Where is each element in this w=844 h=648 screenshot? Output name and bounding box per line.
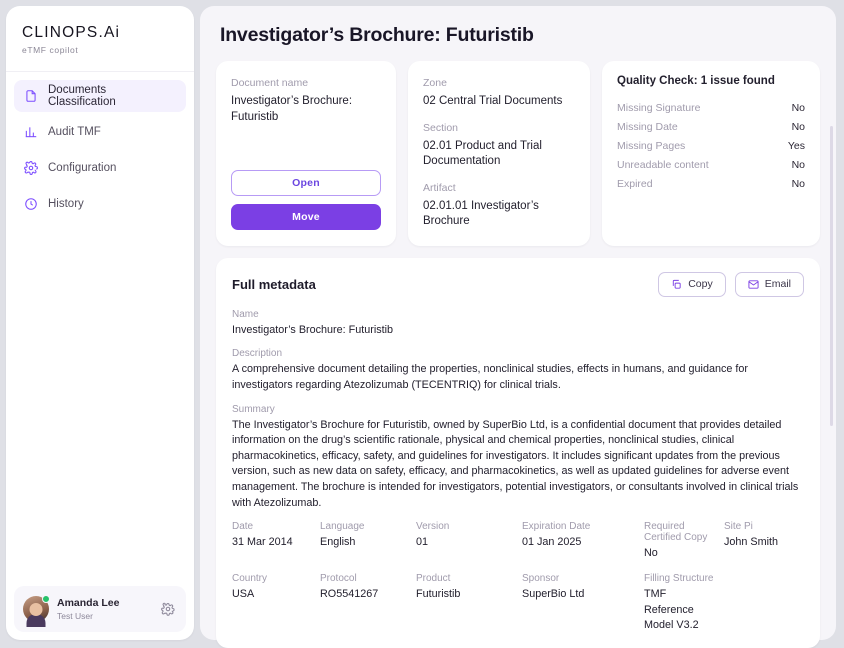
user-name: Amanda Lee	[57, 597, 120, 609]
metadata-field-label: Expiration Date	[522, 521, 591, 533]
metadata-description-block	[232, 348, 804, 393]
copy-label: Copy	[688, 278, 713, 291]
metadata-field	[416, 573, 522, 634]
metadata-field-value: John Smith	[724, 536, 779, 549]
metadata-description-label: Description	[232, 348, 283, 360]
metadata-field	[522, 521, 644, 562]
open-button[interactable]: Open	[231, 170, 381, 196]
quality-check-value: No	[791, 101, 805, 114]
summary-cards-row	[216, 61, 820, 246]
sidebar-item-label: History	[48, 198, 84, 210]
page-title: Investigator’s Brochure: Futuristib	[220, 24, 534, 46]
metadata-field-label: Version	[416, 521, 450, 533]
user-role: Test User	[57, 611, 93, 621]
metadata-field	[522, 573, 644, 634]
metadata-field-label: Site Pi	[724, 521, 753, 533]
quality-check-key: Expired	[617, 177, 653, 190]
metadata-name-block	[232, 309, 804, 339]
metadata-field	[724, 521, 804, 562]
move-button[interactable]: Move	[231, 204, 381, 230]
metadata-field-value: 01	[416, 536, 429, 549]
section-value: 02.01 Product and Trial Documentation	[423, 139, 542, 168]
brand	[6, 6, 194, 72]
artifact-label: Artifact	[423, 181, 456, 194]
metadata-field-value: USA	[232, 587, 255, 600]
metadata-field-label: Date	[232, 521, 254, 533]
section-label: Section	[423, 121, 459, 134]
document-icon	[23, 89, 38, 104]
metadata-field-label: Product	[416, 572, 451, 584]
zone-field	[423, 77, 575, 110]
document-name-label: Document name	[231, 77, 309, 89]
chart-icon	[23, 125, 38, 140]
sidebar-item-audit-tmf[interactable]	[14, 116, 186, 148]
copy-button[interactable]	[658, 272, 726, 297]
quality-check-value: No	[791, 158, 805, 171]
artifact-field	[423, 182, 575, 230]
gear-icon	[23, 161, 38, 176]
quality-check-row	[617, 98, 805, 117]
quality-check-value: No	[791, 177, 805, 190]
quality-check-title: Quality Check: 1 issue found	[617, 75, 775, 87]
metadata-field-label: Required Certified Copy	[644, 521, 708, 544]
metadata-field	[644, 573, 724, 634]
main-scrollbar[interactable]	[830, 126, 833, 426]
metadata-summary-label: Summary	[232, 403, 275, 415]
email-button[interactable]	[735, 272, 804, 297]
user-texts	[57, 597, 151, 621]
metadata-field	[320, 573, 416, 634]
sidebar-item-documents-classification[interactable]	[14, 80, 186, 112]
metadata-field-label: Filling Structure	[644, 572, 714, 584]
quality-check-row	[617, 155, 805, 174]
metadata-field-value: Futuristib	[416, 587, 461, 600]
metadata-fields-row-2	[232, 573, 804, 634]
quality-check-value: Yes	[787, 139, 805, 152]
metadata-field	[644, 521, 724, 562]
zone-value: 02 Central Trial Documents	[423, 95, 563, 107]
metadata-fields-row-1	[232, 521, 804, 562]
metadata-name-label: Name	[232, 308, 259, 320]
email-label: Email	[764, 278, 791, 291]
metadata-field-value: English	[320, 536, 356, 549]
metadata-field	[232, 573, 320, 634]
metadata-title: Full metadata	[232, 276, 316, 292]
sidebar-item-history[interactable]	[14, 188, 186, 220]
quality-check-card	[602, 61, 820, 246]
metadata-field-value: 31 Mar 2014	[232, 536, 293, 549]
sidebar-nav	[6, 72, 194, 224]
avatar	[23, 596, 49, 622]
quality-check-key: Missing Signature	[617, 101, 701, 114]
section-field	[423, 122, 575, 170]
metadata-field-empty	[724, 573, 804, 634]
quality-check-key: Missing Pages	[617, 139, 686, 152]
metadata-field-value: TMF Reference Model V3.2	[644, 587, 699, 632]
metadata-field-label: Country	[232, 572, 268, 584]
sidebar-item-label: Documents Classification	[48, 84, 116, 108]
sidebar-item-label: Audit TMF	[48, 126, 101, 138]
metadata-field	[232, 521, 320, 562]
metadata-description-value: A comprehensive document detailing the properties, nonclinical studies, effects in humans, and guidance for investigators regarding Atezolizumab (TECENTRIQ) for clinical trials.	[232, 363, 748, 391]
quality-check-key: Unreadable content	[617, 158, 709, 171]
artifact-value: 02.01.01 Investigator’s Brochure	[423, 199, 539, 228]
zone-card	[408, 61, 590, 246]
document-name-card	[216, 61, 396, 246]
full-metadata-panel	[216, 258, 820, 648]
metadata-field-label: Sponsor	[522, 572, 560, 584]
main-content	[200, 6, 836, 640]
metadata-header	[232, 272, 804, 297]
quality-check-row	[617, 136, 805, 155]
copy-icon	[671, 279, 682, 290]
metadata-field-value: No	[644, 547, 658, 560]
metadata-field-label: Protocol	[320, 572, 357, 584]
quality-check-row	[617, 117, 805, 136]
metadata-summary-value: The Investigator’s Brochure for Futuristib, owned by SuperBio Ltd, is a confidential document that provides detailed information on the drug’s scientific rationale, physical and chemical properties, nonclinical studies, clinical pharmacokinetics, efficacy, safety, and guidelines for investigators. It includes significant updates from the previous version, such as new data on safety, efficacy, and pharmacokinetics, as well as updated guidelines for adverse event management. The brochure is intended for investigators, potential investigators, or consultants involved in clinical trials with Atezolizumab.	[232, 418, 799, 509]
metadata-field-label: Language	[320, 521, 365, 533]
metadata-name-value: Investigator’s Brochure: Futuristib	[232, 323, 394, 336]
quality-check-value: No	[791, 120, 805, 133]
sidebar-item-configuration[interactable]	[14, 152, 186, 184]
document-name-value: Investigator’s Brochure: Futuristib	[231, 95, 353, 123]
metadata-actions	[658, 272, 804, 297]
mail-icon	[748, 279, 759, 290]
metadata-field-value: 01 Jan 2025	[522, 536, 582, 549]
settings-gear-icon[interactable]	[159, 600, 177, 618]
brand-tagline: eTMF copilot	[22, 45, 79, 55]
online-status-dot	[42, 595, 50, 603]
user-card[interactable]	[14, 586, 186, 632]
sidebar	[6, 6, 194, 640]
quality-check-key: Missing Date	[617, 120, 678, 133]
quality-check-row	[617, 174, 805, 193]
metadata-field-value: SuperBio Ltd	[522, 587, 585, 600]
metadata-field	[416, 521, 522, 562]
brand-title: CLINOPS.Ai	[22, 24, 121, 41]
zone-label: Zone	[423, 77, 447, 89]
metadata-field-value: RO5541267	[320, 587, 379, 600]
clock-icon	[23, 197, 38, 212]
metadata-summary-block	[232, 404, 804, 512]
sidebar-item-label: Configuration	[48, 162, 117, 174]
metadata-field	[320, 521, 416, 562]
